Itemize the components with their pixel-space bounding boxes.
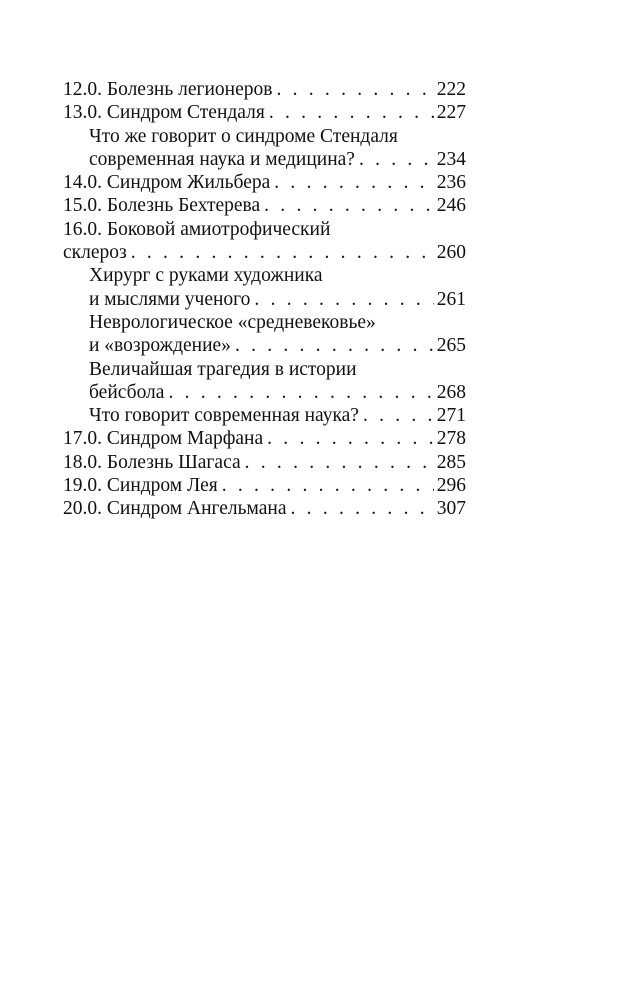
- toc-page-number: 271: [436, 405, 466, 427]
- toc-chapter-entry: [63, 474, 466, 497]
- toc-page-number: 265: [436, 335, 466, 357]
- toc-section-entry: [63, 264, 466, 311]
- toc-entry-row: [63, 101, 466, 124]
- toc-chapter-entry: [63, 78, 466, 101]
- dot-leader: [254, 288, 433, 311]
- toc-page-number: 234: [436, 148, 466, 170]
- toc-entry-title-line: Хирург с руками художника: [89, 265, 323, 287]
- toc-entry-row: [63, 451, 466, 474]
- toc-entry-title-line: 17.0. Синдром Марфана: [63, 428, 264, 450]
- toc-entry-row: [63, 427, 466, 450]
- toc-page-number: 285: [436, 451, 466, 473]
- toc-entry-title-line: 20.0. Синдром Ангельмана: [63, 498, 287, 520]
- toc-section-entry: [63, 125, 466, 172]
- toc-chapter-entry: [63, 171, 466, 194]
- dot-leader: [267, 427, 434, 450]
- toc-page-number: 246: [436, 195, 466, 217]
- dot-leader: [222, 474, 434, 497]
- toc-section-entry: [63, 358, 466, 405]
- toc-entry-title-line: 18.0. Болезнь Шагаса: [63, 451, 241, 473]
- toc-entry-title-line: 16.0. Боковой амиотрофический: [63, 218, 331, 240]
- toc-chapter-entry: [63, 218, 466, 265]
- toc-chapter-entry: [63, 427, 466, 450]
- toc-entry-title-line: 19.0. Синдром Лея: [63, 475, 218, 497]
- toc-entry-title-line: и мыслями ученого: [89, 288, 251, 310]
- toc-entry-row: [89, 404, 466, 427]
- dot-leader: [245, 451, 434, 474]
- toc-entry-row: [63, 194, 466, 217]
- toc-entry-row: [63, 497, 466, 520]
- dot-leader: [276, 78, 433, 101]
- toc-entry-title-line: 12.0. Болезнь легионеров: [63, 79, 273, 100]
- toc-entry-title-line: 13.0. Синдром Стендаля: [63, 102, 265, 124]
- toc-entry-title-line: 14.0. Синдром Жильбера: [63, 172, 271, 194]
- toc-entry-row: [63, 241, 466, 264]
- toc-entry-title-line: современная наука и медицина?: [89, 148, 355, 170]
- toc-page-number: 222: [436, 79, 466, 100]
- toc-chapter-entry: [63, 194, 466, 217]
- toc-entry-title-line: склероз: [63, 242, 127, 264]
- dot-leader: [269, 101, 434, 124]
- toc-page-number: 261: [436, 288, 466, 310]
- toc-section-entry: [63, 311, 466, 358]
- dot-leader: [274, 171, 433, 194]
- toc-entry-title-line: Величайшая трагедия в истории: [89, 358, 357, 380]
- dot-leader: [131, 241, 434, 264]
- toc-chapter-entry: [63, 451, 466, 474]
- toc-entry-row: [89, 381, 466, 404]
- toc-entry-row: [63, 78, 466, 101]
- dot-leader: [235, 334, 434, 357]
- toc-entry-title-line: бейсбола: [89, 381, 165, 403]
- dot-leader: [291, 497, 434, 520]
- toc-entry-title-line: Что говорит современная наука?: [89, 405, 359, 427]
- toc-page-number: 236: [436, 172, 466, 194]
- toc-entry-row: [89, 288, 466, 311]
- table-of-contents: [63, 78, 466, 521]
- toc-section-entry: [63, 404, 466, 427]
- toc-entry-title-line: Что же говорит о синдроме Стендаля: [89, 125, 398, 147]
- toc-page-number: 307: [436, 498, 466, 520]
- toc-entry-row: [89, 334, 466, 357]
- toc-entry-row: [63, 171, 466, 194]
- toc-chapter-entry: [63, 497, 466, 520]
- toc-chapter-entry: [63, 101, 466, 124]
- toc-page-number: 278: [436, 428, 466, 450]
- dot-leader: [264, 194, 434, 217]
- toc-entry-title-line: 15.0. Болезнь Бехтерева: [63, 195, 261, 217]
- dot-leader: [363, 404, 434, 427]
- toc-entry-title-line: и «возрождение»: [89, 335, 231, 357]
- toc-entry-row: [63, 474, 466, 497]
- toc-entry-title-line: Неврологическое «средневековье»: [89, 311, 376, 333]
- toc-page-number: 260: [436, 242, 466, 264]
- dot-leader: [359, 148, 434, 171]
- dot-leader: [168, 381, 433, 404]
- toc-page-number: 296: [436, 475, 466, 497]
- toc-page-number: 227: [436, 102, 466, 124]
- toc-page-number: 268: [436, 381, 466, 403]
- toc-entry-row: [89, 148, 466, 171]
